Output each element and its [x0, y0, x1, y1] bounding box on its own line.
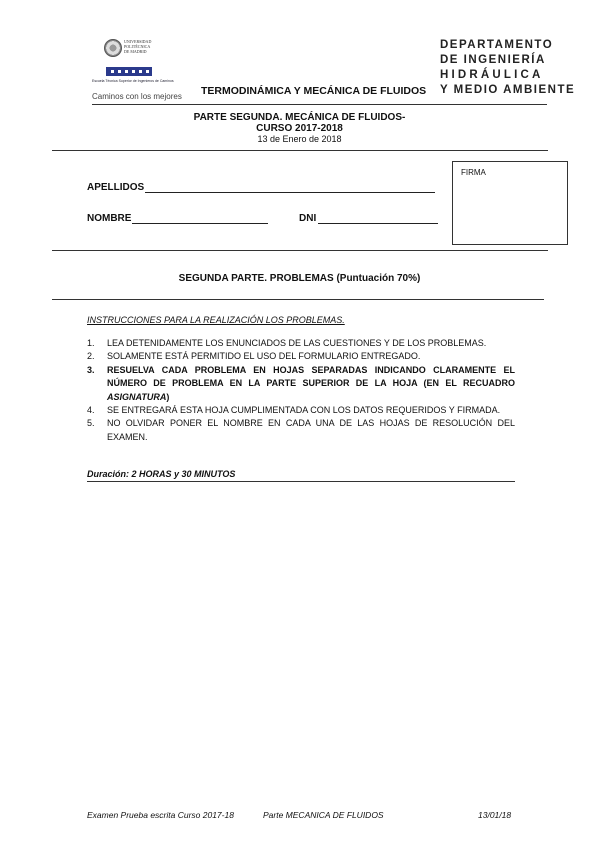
- logo-slogan: Caminos con los mejores: [92, 92, 182, 101]
- instruction-item: [87, 350, 515, 363]
- department-line: HIDRÁULICA: [440, 69, 544, 81]
- title-divider: [52, 150, 548, 151]
- instruction-number: 1.: [87, 338, 95, 348]
- instruction-emphasis: ASIGNATURA: [107, 391, 167, 402]
- instruction-text: RESUELVA CADA PROBLEMA EN HOJAS SEPARADAS INDICANDO CLARAMENTE EL NÚMERO DE PROBLEMA EN LA PARTE SUPERIOR DE LA HOJA (EN EL RECUADRO: [107, 364, 515, 389]
- duration-underline: [87, 481, 515, 482]
- logo-text-line: UNIVERSIDAD: [124, 39, 152, 44]
- signature-label: FIRMA: [461, 168, 486, 177]
- instruction-text: NO OLVIDAR PONER EL NOMBRE EN CADA UNA DE LAS HOJAS DE RESOLUCIÓN DEL EXAMEN.: [107, 418, 515, 442]
- footer-middle: Parte MECANICA DE FLUIDOS: [263, 810, 384, 820]
- instruction-item: [87, 417, 515, 444]
- section-divider: [52, 299, 544, 300]
- department-line: Y MEDIO AMBIENTE: [440, 84, 576, 96]
- instructions-list: [87, 337, 515, 444]
- instruction-text: SE ENTREGARÁ ESTA HOJA CUMPLIMENTADA CON LOS DATOS REQUERIDOS Y FIRMADA.: [107, 405, 501, 416]
- apellidos-field[interactable]: [145, 192, 435, 193]
- signature-box[interactable]: [452, 161, 568, 245]
- footer-left: Examen Prueba escrita Curso 2017-18: [87, 810, 234, 820]
- instruction-item: [87, 404, 515, 417]
- duration-text: Duración: 2 HORAS y 30 MINUTOS: [87, 469, 236, 479]
- apellidos-label: APELLIDOS: [87, 182, 145, 193]
- header-divider: [92, 104, 547, 105]
- section-title: SEGUNDA PARTE. PROBLEMAS (Puntuación 70%): [178, 273, 421, 284]
- dni-label: DNI: [299, 213, 317, 224]
- nombre-label: NOMBRE: [87, 213, 132, 224]
- instruction-number: 4.: [87, 405, 95, 416]
- subject-title: TERMODINÁMICA Y MECÁNICA DE FLUIDOS: [201, 85, 427, 97]
- instruction-item: [87, 337, 515, 350]
- crest-icon: [104, 39, 122, 57]
- exam-title-block: [0, 112, 599, 145]
- instruction-text: SOLAMENTE ESTÁ PERMITIDO EL USO DEL FORMULARIO ENTREGADO.: [107, 351, 421, 362]
- instruction-item: [87, 364, 515, 404]
- exam-part-title: PARTE SEGUNDA. MECÁNICA DE FLUIDOS-: [193, 112, 406, 123]
- university-logo: [92, 37, 182, 99]
- instructions-heading: INSTRUCCIONES PARA LA REALIZACIÓN LOS PROBLEMAS.: [87, 315, 345, 325]
- instruction-tail: ): [166, 391, 170, 402]
- logo-text-line: DE MADRID: [124, 49, 147, 54]
- instruction-number: 5.: [87, 418, 95, 429]
- instruction-text: LEA DETENIDAMENTE LOS ENUNCIADOS DE LAS CUESTIONES Y DE LOS PROBLEMAS.: [107, 338, 487, 348]
- department-line: DE INGENIERÍA: [440, 54, 546, 66]
- dni-field[interactable]: [318, 223, 438, 224]
- exam-date: 13 de Enero de 2018: [257, 134, 342, 144]
- department-name: [440, 38, 575, 98]
- exam-course: CURSO 2017-2018: [256, 123, 343, 134]
- school-name: Escuela Técnica Superior de Ingenieros de Caminos: [92, 79, 174, 83]
- form-divider: [52, 250, 548, 251]
- footer-date: 13/01/18: [478, 810, 512, 820]
- instruction-number: 3.: [87, 364, 95, 375]
- logo-text-line: POLITÉCNICA: [124, 44, 151, 49]
- instruction-number: 2.: [87, 351, 95, 362]
- nombre-field[interactable]: [132, 223, 268, 224]
- school-building-icon: [106, 67, 152, 76]
- department-line: DEPARTAMENTO: [440, 39, 554, 51]
